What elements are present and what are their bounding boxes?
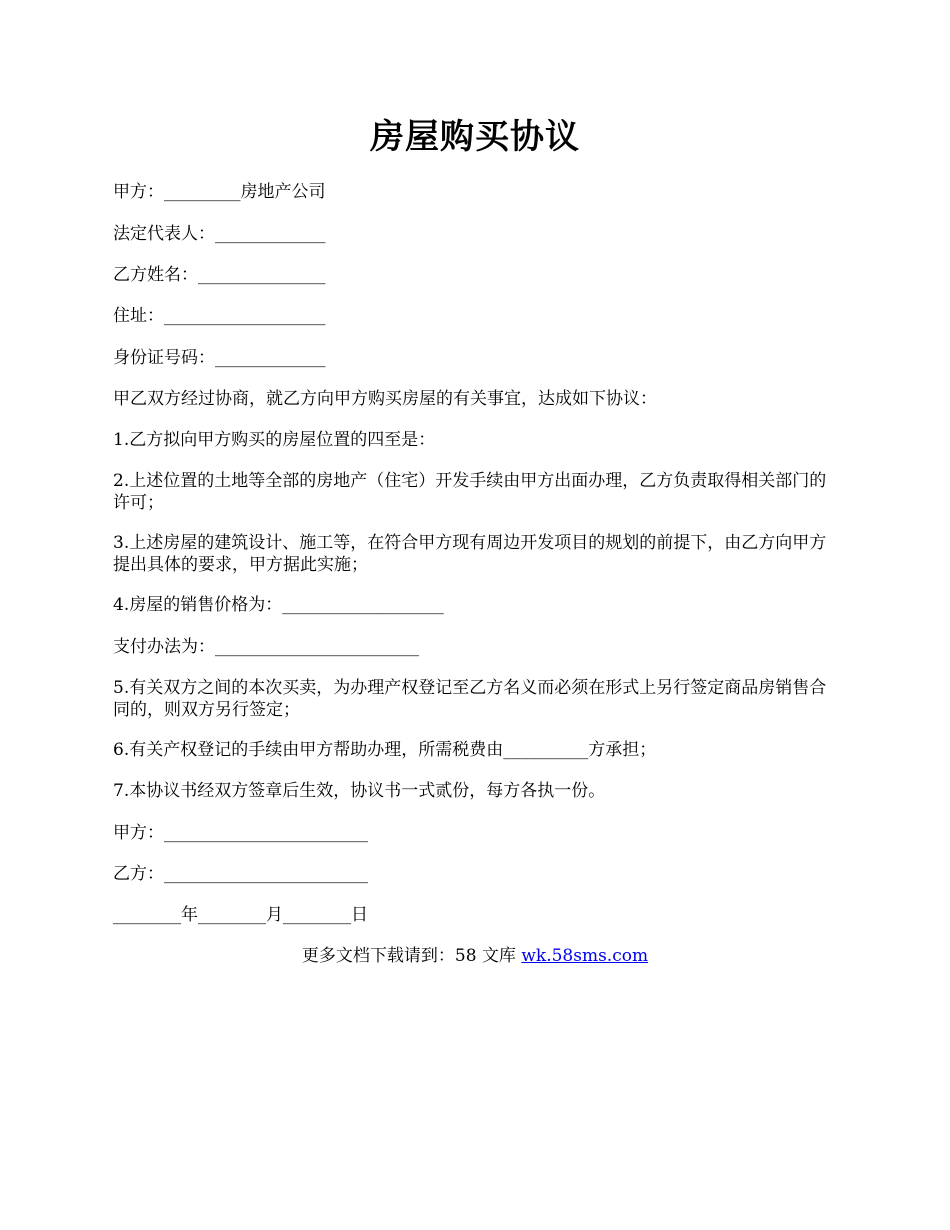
- footer-link[interactable]: wk.58sms.com: [521, 946, 649, 966]
- party-a-line: 甲方：_________房地产公司: [113, 182, 326, 202]
- signature-party-a: 甲方：________________________: [113, 823, 368, 843]
- clause-7: 7.本协议书经双方签章后生效，协议书一式贰份，每方各执一份。: [113, 781, 606, 801]
- legal-representative-line: 法定代表人：_____________: [113, 224, 326, 244]
- clause-5: 5.有关双方之间的本次买卖，为办理产权登记至乙方名义而必须在形式上另行签定商品房销售合同的，则双方另行签定；: [113, 678, 827, 720]
- footer-text: 更多文档下载请到：58 文库: [301, 946, 522, 966]
- intro-paragraph: 甲乙双方经过协商，就乙方向甲方购买房屋的有关事宜，达成如下协议：: [113, 389, 657, 409]
- address-line: 住址：___________________: [113, 306, 326, 326]
- party-b-name-line: 乙方姓名：_______________: [113, 265, 326, 285]
- clause-3: 3.上述房屋的建筑设计、施工等，在符合甲方现有周边开发项目的规划的前提下，由乙方向甲方提出具体的要求，甲方据此实施；: [113, 533, 827, 575]
- clause-6: 6.有关产权登记的手续由甲方帮助办理，所需税费由__________方承担；: [113, 740, 657, 760]
- clause-2: 2.上述位置的土地等全部的房地产（住宅）开发手续由甲方出面办理，乙方负责取得相关部门的许可；: [113, 471, 827, 513]
- payment-method-line: 支付办法为：________________________: [113, 637, 419, 657]
- signature-party-b: 乙方：________________________: [113, 864, 368, 884]
- clause-1: 1.乙方拟向甲方购买的房屋位置的四至是：: [113, 430, 436, 450]
- document-title: 房屋购买协议: [370, 117, 580, 157]
- clause-4: 4.房屋的销售价格为：___________________: [113, 595, 444, 615]
- date-line: ________年________月________日: [113, 905, 368, 925]
- footer: [0, 945, 950, 967]
- id-number-line: 身份证号码：_____________: [113, 348, 326, 368]
